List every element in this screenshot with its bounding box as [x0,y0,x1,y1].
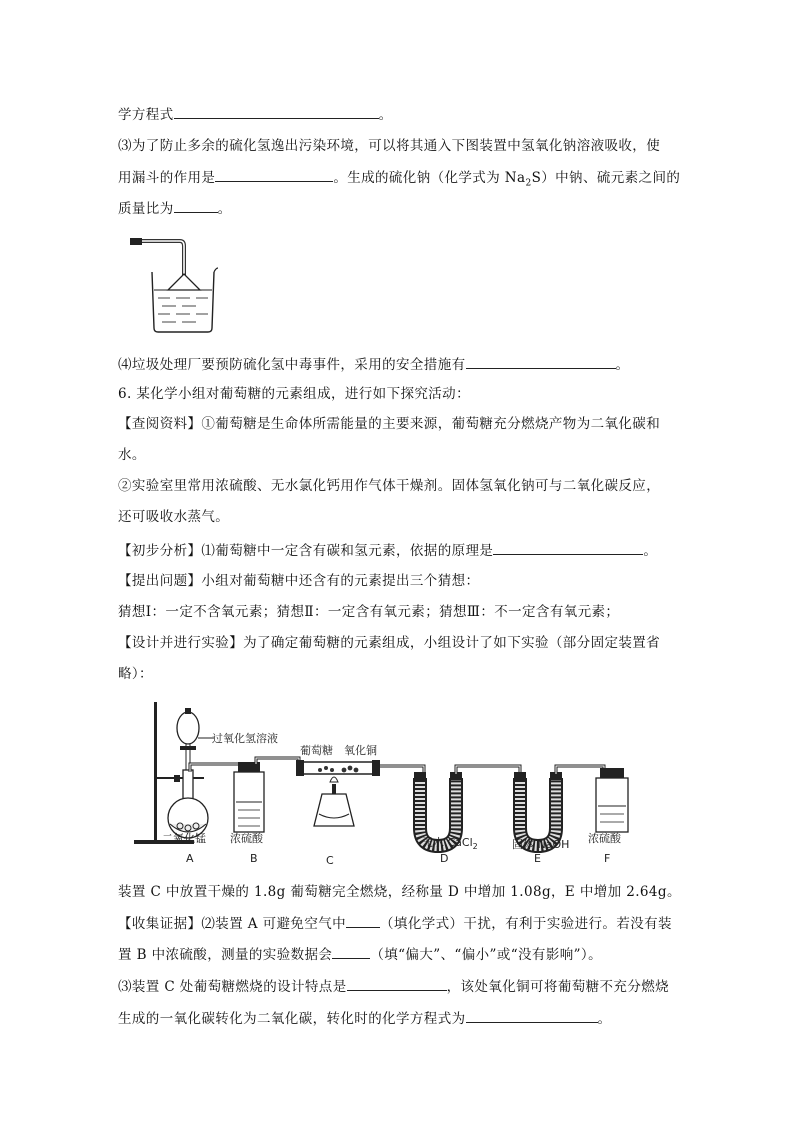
text: ，该处氧化铜可将葡萄糖不充分燃烧 [446,979,670,995]
answer-blank[interactable] [347,976,447,991]
text: 【收集证据】⑵装置 A 可避免空气中 [118,916,347,932]
subscript: 2 [525,178,532,189]
answer-blank[interactable] [493,540,643,555]
answer-blank[interactable] [466,354,616,369]
label-E: E [534,852,541,865]
answer-blank[interactable] [174,198,218,213]
text: 质量比为 [118,201,174,217]
line-1 [118,104,393,124]
text: 【查阅资料】①葡萄糖是生命体所需能量的主要来源，葡萄糖充分燃烧产物为二氧化碳和 [118,416,661,432]
line-14 [118,634,660,652]
line-11 [118,540,657,560]
text: 装置 C 中放置干燥的 1.8g 葡萄糖完全燃烧，经称量 D 中增加 1.08g，E 中增加 2.64g。 [118,884,681,900]
text: ⑷垃圾处理厂要预防硫化氢中毒事件，采用的安全措施有 [118,357,466,373]
label-A: A [186,852,194,865]
text: 用漏斗的作用是 [118,170,216,186]
line-5 [118,354,629,374]
text: 6. 某化学小组对葡萄糖的元素组成，进行如下探究活动： [118,386,470,402]
text: （填化学式）干扰，有利于实验进行。若没有装 [380,916,672,932]
label-F: F [604,852,611,865]
beaker-absorber-figure [128,232,218,336]
line-13 [118,603,619,621]
line-19 [118,976,669,996]
answer-blank[interactable] [174,104,379,119]
text: 置 B 中浓硫酸，测量的实验数据会 [118,947,333,963]
answer-blank[interactable] [346,913,380,928]
text: 。 [615,357,630,373]
text: 生成的一氧化碳转化为二氧化碳，转化时的化学方程式为 [118,1011,466,1027]
text: ②实验室里常用浓硫酸、无水氯化钙用作气体干燥剂。固体氢氧化钠可与二氧化碳反应， [118,478,661,494]
text: 【设计并进行实验】为了确定葡萄糖的元素组成，小组设计了如下实验（部分固定装置省 [118,635,661,651]
line-17 [118,913,672,933]
label-h2so4-b: 浓硫酸 [230,832,263,845]
answer-blank[interactable] [332,944,370,959]
text: 略）： [118,666,153,682]
line-6 [118,385,470,403]
line-15 [118,665,153,683]
line-10 [118,508,229,526]
line-16 [118,883,681,901]
line-9 [118,477,660,495]
text: ⑶装置 C 处葡萄糖燃烧的设计特点是 [118,979,347,995]
text: 【初步分析】⑴葡萄糖中一定含有碳和氢元素，依据的原理是 [118,543,494,559]
text: 。生成的硫化钠（化学式为 Na [333,170,526,186]
text: 。 [378,107,393,123]
label-glucose: 葡萄糖 [300,744,333,757]
text: ⑶为了防止多余的硫化氢逸出污染环境，可以将其通入下图装置中氢氧化钠溶液吸收，使 [118,138,661,154]
label-mno2: 二氧化锰 [162,832,206,845]
label-h2o2: 过氧化氢溶液 [212,732,278,745]
text: 猜想Ⅰ：一定不含氧元素；猜想Ⅱ：一定含有氧元素；猜想Ⅲ：不一定含有氧元素； [118,604,620,620]
text: 。 [643,543,658,559]
line-12 [118,572,479,590]
line-20 [118,1008,611,1028]
text: 还可吸收水蒸气。 [118,509,230,525]
label-cacl2: 无水 CaCl$_2$ [422,836,478,851]
text: （填“偏大”、“偏小”或“没有影响”）。 [370,947,602,963]
line-8 [118,446,146,464]
label-C: C [326,854,334,867]
text: S）中钠、硫元素之间的 [531,170,681,186]
line-18 [118,944,602,964]
label-cuo: 氧化铜 [344,744,377,757]
label-h2so4-f: 浓硫酸 [588,832,621,845]
text: 。 [217,201,232,217]
label-D: D [440,852,449,865]
line-4 [118,198,232,218]
label-B: B [250,852,258,865]
answer-blank[interactable] [466,1008,598,1023]
text: 学方程式 [118,107,174,123]
text: 。 [597,1011,612,1027]
text: 水。 [118,447,146,463]
apparatus-figure [134,698,654,868]
text: 【提出问题】小组对葡萄糖中还含有的元素提出三个猜想： [118,573,480,589]
answer-blank[interactable] [215,167,333,182]
line-2 [118,137,660,155]
line-7 [118,415,660,433]
label-naoh: 固体 NaOH [512,838,570,851]
line-3 [118,167,680,193]
